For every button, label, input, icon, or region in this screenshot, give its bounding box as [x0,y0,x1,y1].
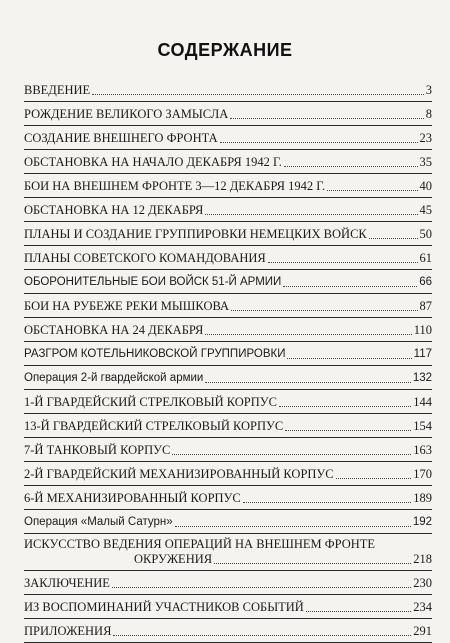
toc-entry-page: 192 [412,516,432,528]
toc-entry-label: РОЖДЕНИЕ ВЕЛИКОГО ЗАМЫСЛА [24,107,229,121]
toc-entry-page: 50 [419,227,432,241]
toc-entry [24,595,432,619]
page-title: СОДЕРЖАНИЕ [157,40,293,60]
toc-leader [283,285,417,287]
toc-leader [306,610,411,612]
toc-entry-label: 1-Й ГВАРДЕЙСКИЙ СТРЕЛКОВЫЙ КОРПУС [24,395,277,409]
toc-entry-label: ВВЕДЕНИЕ [24,83,91,97]
toc-leader [92,93,424,95]
toc-entry-label: РАЗГРОМ КОТЕЛЬНИКОВСКОЙ ГРУППИРОВКИ [24,348,286,360]
toc-entry [24,486,432,510]
toc-leader [243,501,412,503]
toc-entry-page: 291 [413,624,432,638]
toc-entry [24,246,432,270]
toc-entry [24,174,432,198]
toc-leader [279,405,411,407]
toc-entry-page: 61 [419,251,432,265]
toc-leader [175,525,411,527]
toc-entry-page: 189 [413,491,432,505]
toc-entry-label: 6-Й МЕХАНИЗИРОВАННЫЙ КОРПУС [24,491,241,505]
toc-entry-page: 132 [412,372,432,384]
toc-entry-label: СОЗДАНИЕ ВНЕШНЕГО ФРОНТА [24,131,218,145]
toc-entry [24,294,432,318]
toc-entry [24,534,432,571]
toc-entry-label: ПРИЛОЖЕНИЯ [24,624,112,638]
toc-entry-page: 110 [413,323,432,337]
toc-leader [205,333,411,335]
toc-entry [24,78,432,102]
toc-entry [24,510,432,534]
toc-entry-label: Операция 2-й гвардейской армии [24,372,204,384]
toc-entry-page: 170 [413,467,432,481]
toc-entry-page: 234 [413,600,432,614]
toc-leader [287,357,411,359]
toc-entry [24,198,432,222]
toc-entry [24,222,432,246]
toc-entry [24,126,432,150]
toc-entry [24,342,432,366]
toc-leader [327,189,417,191]
toc-leader [336,477,412,479]
toc-entry [24,438,432,462]
toc-leader [172,453,411,455]
toc-leader [231,309,417,311]
toc-entry [24,150,432,174]
toc-entry-page: 87 [419,299,432,313]
toc-entry-label: ПЛАНЫ СОВЕТСКОГО КОМАНДОВАНИЯ [24,251,266,265]
toc-entry-label: ПЛАНЫ И СОЗДАНИЕ ГРУППИРОВКИ НЕМЕЦКИХ ВОЙСК [24,227,367,241]
toc-entry-page: 144 [413,395,432,409]
toc-entry [24,571,432,595]
toc-entry [24,318,432,342]
toc-leader [205,381,410,383]
toc-leader [205,213,417,215]
toc-entry [24,390,432,414]
toc-entry-page: 117 [413,348,432,360]
toc-entry-page: 218 [413,552,432,566]
toc-entry-label: Операция «Малый Сатурн» [24,516,173,528]
toc-entry [24,619,432,643]
toc-entry-page: 163 [413,443,432,457]
toc-leader [112,586,411,588]
toc-leader [284,165,418,167]
toc-entry-label-line2: ОКРУЖЕНИЯ [134,552,213,566]
toc-leader [285,429,411,431]
toc-entry [24,414,432,438]
toc-entry-page: 45 [419,203,432,217]
toc-entry [24,270,432,294]
toc-entry-label: ЗАКЛЮЧЕНИЕ [24,576,110,590]
toc-entry-label-line1: ИСКУССТВО ВЕДЕНИЯ ОПЕРАЦИЙ НА ВНЕШНЕМ ФРОНТЕ [24,537,376,551]
toc-entry [24,462,432,486]
toc-entry-label: ИЗ ВОСПОМИНАНИЙ УЧАСТНИКОВ СОБЫТИЙ [24,600,304,614]
toc-entry [24,366,432,390]
toc-entry-label: 13-Й ГВАРДЕЙСКИЙ СТРЕЛКОВЫЙ КОРПУС [24,419,284,433]
toc-leader [268,261,418,263]
toc-entry-page: 8 [425,107,432,121]
toc-entry-page: 3 [425,83,432,97]
toc-entry [24,102,432,126]
table-of-contents [24,78,432,643]
toc-leader [214,562,411,564]
toc-entry-page: 66 [419,276,432,288]
toc-leader [230,117,423,119]
toc-entry-page: 23 [419,131,432,145]
toc-entry-page: 40 [419,179,432,193]
toc-entry-page: 154 [413,419,432,433]
toc-entry-label: ОБСТАНОВКА НА 12 ДЕКАБРЯ [24,203,204,217]
toc-leader [369,237,418,239]
toc-entry-label: 7-Й ТАНКОВЫЙ КОРПУС [24,443,171,457]
toc-leader [220,141,418,143]
toc-leader [113,634,411,636]
toc-entry-label: ОБСТАНОВКА НА 24 ДЕКАБРЯ [24,323,204,337]
toc-entry-page: 230 [413,576,432,590]
toc-entry-label: ОБОРОНИТЕЛЬНЫЕ БОИ ВОЙСК 51-Й АРМИИ [24,276,282,288]
toc-entry-label: БОИ НА РУБЕЖЕ РЕКИ МЫШКОВА [24,299,230,313]
toc-entry-page: 35 [419,155,432,169]
toc-entry-label: ОБСТАНОВКА НА НАЧАЛО ДЕКАБРЯ 1942 Г. [24,155,282,169]
toc-entry-label: БОИ НА ВНЕШНЕМ ФРОНТЕ 3—12 ДЕКАБРЯ 1942 Г. [24,179,326,193]
toc-entry-label: 2-Й ГВАРДЕЙСКИЙ МЕХАНИЗИРОВАННЫЙ КОРПУС [24,467,334,481]
